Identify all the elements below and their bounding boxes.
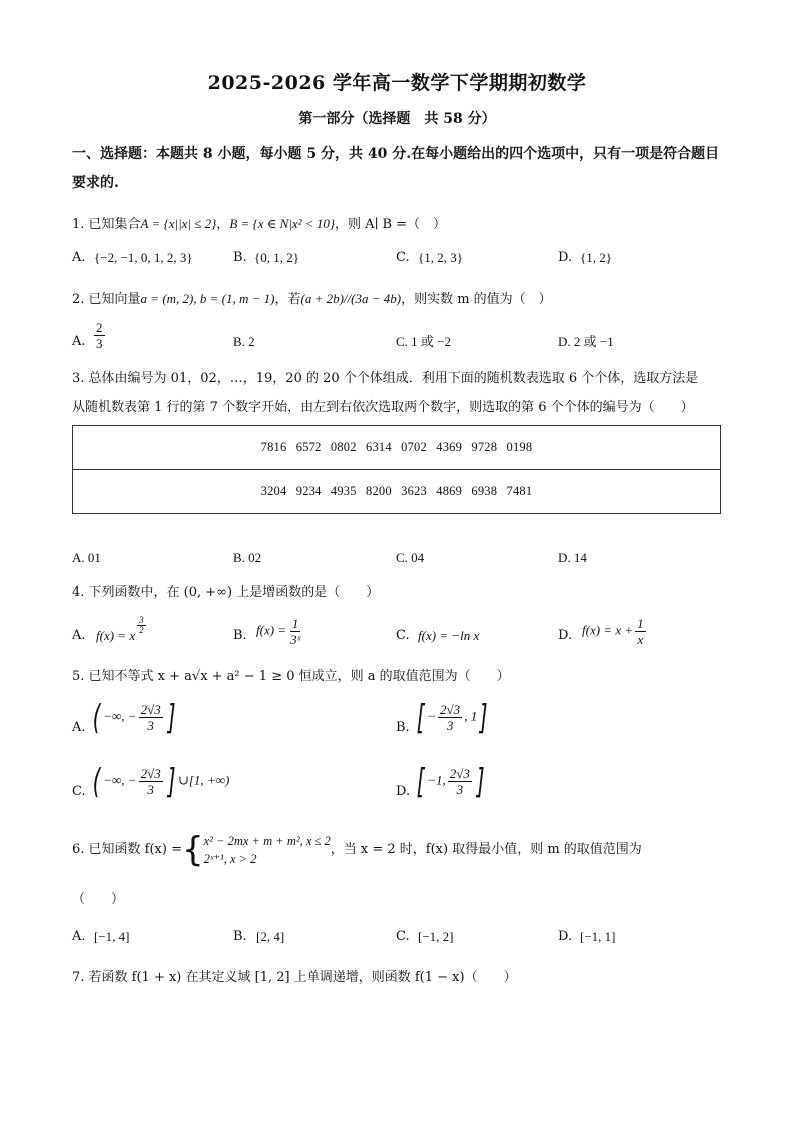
q5-b-num: 2√3 [440, 702, 461, 717]
q5-option-a-label: A. [72, 720, 86, 735]
q2-option-c: C. 1 或 −2 [396, 334, 452, 349]
question-2-stem [72, 289, 552, 310]
q5-c-post: ∪[1, +∞) [177, 772, 230, 788]
q3-option-b: B. 02 [233, 550, 262, 565]
q6-answer-paren: （ ） [72, 892, 125, 907]
q5-a-num: 2√3 [140, 702, 161, 717]
q1-option-c-label: C. [396, 250, 410, 265]
q4-a-expr: f(x) = x [96, 628, 136, 643]
question-4-stem: 4. 下列函数中，在 (0, +∞) 上是增函数的是（ ） [72, 585, 380, 600]
q5-option-c: ( −∞, − $\frac{2√3}{3}$ ] ∪[1, +∞) [92, 761, 230, 802]
q2-if: ，若 [274, 292, 301, 307]
q1-intro: 1. 已知集合 [72, 217, 141, 232]
q2-a-num: 2 [96, 320, 103, 335]
q2-condition: (a + 2b)//(3a − 4b) [300, 291, 402, 306]
q2-ask: ，则实数 m 的值为（ ） [401, 292, 552, 307]
q4-b-num: 1 [291, 616, 299, 631]
q5-d-den: 3 [456, 782, 464, 797]
q1-option-a: {−2, −1, 0, 1, 2, 3} [94, 250, 193, 265]
q6-option-d-label: D. [558, 929, 573, 944]
part-subtitle: 第一部分（选择题 共 58 分） [298, 111, 496, 127]
q1-option-b-label: B. [233, 250, 247, 265]
question-5-stem: 5. 已知不等式 x + a√x + a² − 1 ≥ 0 恒成立，则 a 的取值范围为（ ） [72, 669, 510, 684]
q1-set-b: B = {x ∈ N|x² < 10} [229, 216, 336, 231]
page-title: 2025-2026 学年高一数学下学期期初数学 [207, 72, 587, 94]
q3-option-c: C. 04 [396, 550, 425, 565]
q1-option-d: {1, 2} [580, 250, 612, 265]
question-7-stem: 7. 若函数 f(1 + x) 在其定义域 [1, 2] 上单调递增，则函数 f(1 − x)（ ） [72, 970, 517, 985]
q4-a-exp-den: 2 [139, 625, 144, 635]
table-row [73, 426, 721, 470]
q2-intro: 2. 已知向量 [72, 292, 141, 307]
question-1-stem [72, 214, 446, 235]
question-6-stem: 6. 已知函数 f(x) ={ x² − 2mx + m + m², x ≤ 2 2ˣ⁺¹, x > 2 ，当 x = 2 时，f(x) 取得最小值，则 m 的取值范围为 [72, 830, 642, 870]
q3-option-d: D. 14 [558, 550, 587, 565]
q5-d-num: 2√3 [449, 766, 470, 781]
q1-ask: ，则 A∣ B =（ ） [335, 217, 447, 232]
q5-c-den: 3 [147, 782, 154, 797]
q6-option-b-label: B. [233, 929, 247, 944]
q2-option-a-label: A. [72, 334, 86, 349]
q6-intro: 6. 已知函数 f(x) = [72, 842, 182, 857]
q4-option-d [582, 616, 648, 647]
table-row [73, 470, 721, 514]
q1-option-c: {1, 2, 3} [418, 250, 463, 265]
random-number-table [72, 425, 721, 514]
question-3-line-1: 3. 总体由编号为 01，02，…，19，20 的 20 个个体组成．利用下面的随机数表选取 6 个个体，选取方法是 [72, 371, 699, 386]
q6-piece-1: x² − 2mx + m + m², x ≤ 2 [203, 834, 331, 848]
q2-a-den: 3 [96, 336, 103, 351]
q4-d-num: 1 [637, 616, 644, 631]
q4-option-a-label: A. [72, 628, 86, 643]
q3-option-a: A. 01 [72, 550, 101, 565]
q5-c-pre: −∞, − [103, 772, 137, 788]
q6-option-a-label: A. [72, 929, 86, 944]
q4-b-lhs: f(x) = [256, 622, 287, 638]
q5-b-den: 3 [446, 718, 454, 733]
q5-option-d: [ −1, $\frac{2√3}{3}$ ] [416, 761, 485, 802]
q1-option-a-label: A. [72, 250, 86, 265]
q5-a-den: 3 [147, 718, 154, 733]
q4-option-b [256, 616, 304, 647]
q2-option-b: B. 2 [233, 334, 255, 349]
q5-option-b: [ − $\frac{2√3}{3}$ , 1] [416, 697, 488, 738]
q5-d-pre: −1, [427, 772, 446, 788]
q5-b-post: , 1 [464, 708, 478, 724]
q4-option-d-label: D. [558, 628, 573, 643]
q2-option-a-fraction [92, 320, 107, 351]
q6-ask: ，当 x = 2 时，f(x) 取得最小值，则 m 的取值范围为 [330, 842, 642, 857]
q4-option-c: f(x) = −ln x [418, 628, 480, 643]
random-row-2: 3204 9234 4935 8200 3623 4869 6938 7481 [73, 470, 721, 514]
q2-option-d: D. 2 或 −1 [558, 334, 614, 349]
section-heading: 一、选择题：本题共 8 小题，每小题 5 分，共 40 分.在每小题给出的四个选项中，只有一项是符合题目要求的. [72, 146, 720, 191]
q4-b-den: 3ˣ [290, 632, 301, 647]
random-row-1: 7816 6572 0802 6314 0702 4369 9728 0198 [73, 426, 721, 470]
q5-option-a: ( −∞, − $\frac{2√3}{3}$ ] [92, 697, 176, 738]
q6-option-c: [−1, 2] [418, 929, 454, 944]
q6-option-c-label: C. [396, 929, 410, 944]
q4-option-c-label: C. [396, 628, 410, 643]
q5-option-d-label: D. [396, 784, 411, 799]
q5-option-b-label: B. [396, 720, 410, 735]
q6-option-b: [2, 4] [256, 929, 285, 944]
question-3-line-2: 从随机数表第 1 行的第 7 个数字开始，由左到右依次选取两个数字，则选取的第 6 个个体的编号为（ ） [72, 400, 694, 415]
q4-d-den: x [637, 632, 644, 647]
q6-option-a: [−1, 4] [94, 929, 130, 944]
q5-c-num: 2√3 [140, 766, 161, 781]
q6-option-d: [−1, 1] [580, 929, 616, 944]
q2-vectors: a = (m, 2), b = (1, m − 1) [140, 291, 275, 306]
q5-a-pre: −∞, − [103, 708, 137, 724]
q1-option-b: {0, 1, 2} [254, 250, 299, 265]
q4-a-exp-num: 3 [139, 615, 144, 625]
q5-b-neg: − [427, 708, 437, 724]
q4-option-b-label: B. [233, 628, 247, 643]
q4-option-a [96, 615, 148, 646]
q1-set-a: A = {x||x| ≤ 2} [140, 216, 217, 231]
q6-piece-2: 2ˣ⁺¹, x > 2 [203, 852, 257, 866]
q4-d-lhs: f(x) = x + [582, 622, 634, 638]
q1-sep: ， [216, 217, 230, 232]
q1-option-d-label: D. [558, 250, 573, 265]
q5-option-c-label: C. [72, 784, 86, 799]
